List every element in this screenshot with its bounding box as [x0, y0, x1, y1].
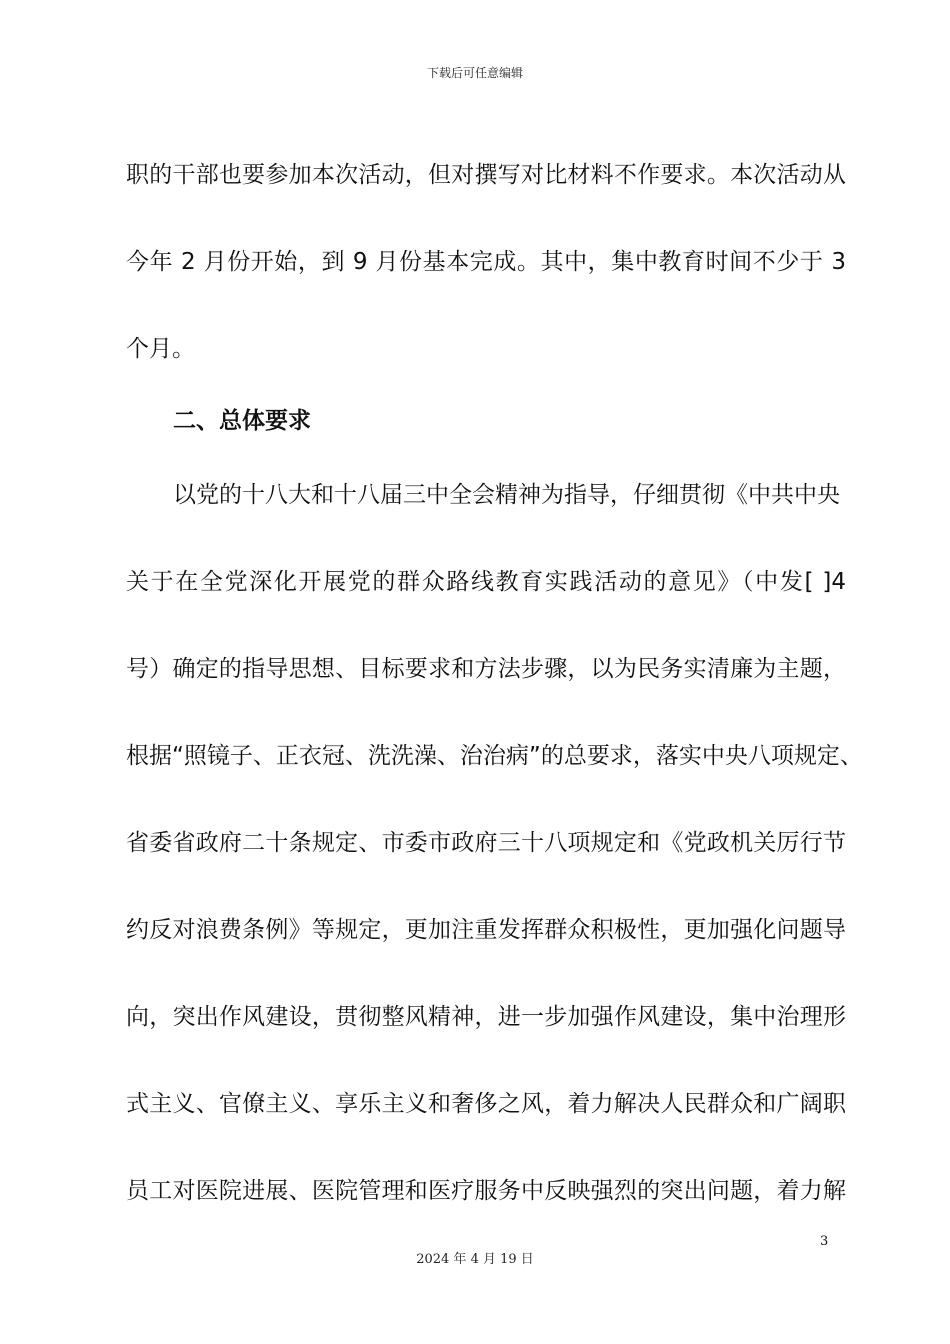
page-number: 3	[820, 1234, 829, 1249]
body-line: 关于在全党深化开展党的群众路线教育实践活动的意见》（中发[ ]4	[126, 569, 846, 595]
body-line: 职的干部也要参加本次活动，但对撰写对比材料不作要求。本次活动从	[126, 162, 846, 188]
body-line: 向，突出作风建设，贯彻整风精神，进一步加强作风建设，集中治理形	[126, 1004, 846, 1030]
body-line: 个月。	[126, 336, 195, 362]
footer-date: 2024 年 4 月 19 日	[416, 1252, 534, 1267]
body-line: 约反对浪费条例》等规定，更加注重发挥群众积极性，更加强化问题导	[126, 917, 846, 943]
body-line: 今年 2 月份开始，到 9 月份基本完成。其中，集中教育时间不少于 3	[126, 249, 846, 275]
body-line: 根据“照镜子、正衣冠、洗洗澡、治治病”的总要求，落实中央八项规定、	[126, 743, 863, 769]
body-line: 号）确定的指导思想、目标要求和方法步骤，以为民务实清廉为主题，	[126, 656, 846, 682]
section-heading: 二、总体要求	[173, 408, 311, 434]
body-line: 式主义、官僚主义、享乐主义和奢侈之风，着力解决人民群众和广阔职	[126, 1091, 846, 1117]
body-line: 员工对医院进展、医院管理和医疗服务中反映强烈的突出问题，着力解	[126, 1178, 846, 1204]
page-header: 下载后可任意编辑	[426, 66, 523, 80]
body-line: 以党的十八大和十八届三中全会精神为指导，仔细贯彻《中共中央	[173, 482, 840, 508]
body-line: 省委省政府二十条规定、市委市政府三十八项规定和《党政机关厉行节	[126, 830, 846, 856]
